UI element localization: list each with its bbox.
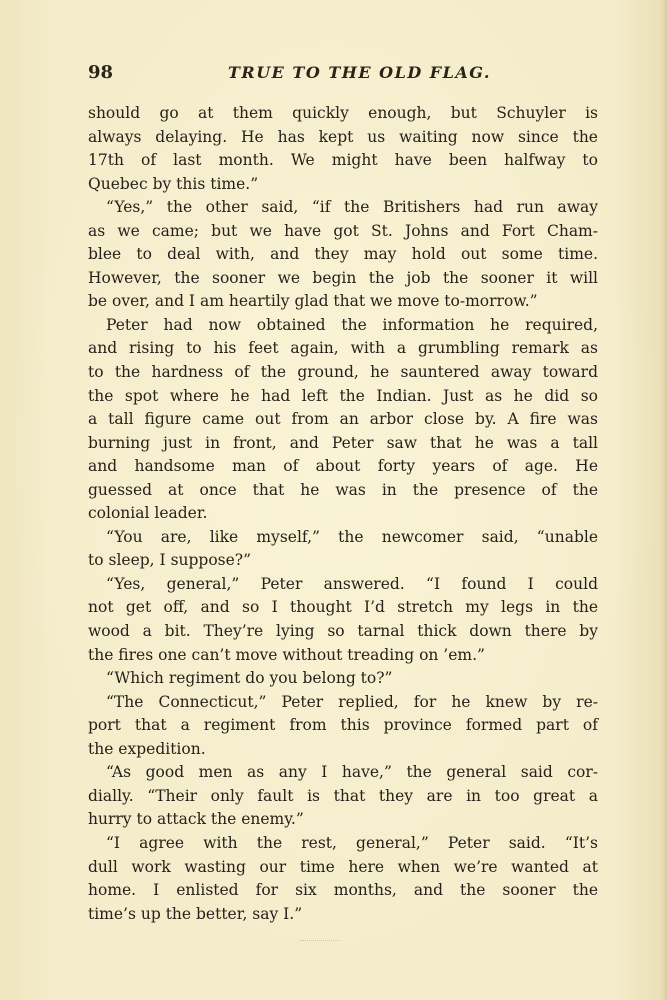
text-line: to sleep, I suppose?”	[88, 551, 252, 570]
text-line: “Yes,” the other said, “if the Britishers had run away	[106, 198, 598, 217]
page-ornament	[300, 940, 340, 951]
text-line: guessed at once that he was in the presence of the	[88, 480, 598, 499]
text-line: not get off, and so I thought I’d stretch my legs in the	[88, 598, 598, 617]
text-line: burning just in front, and Peter saw that he was a tall	[88, 433, 598, 452]
text-line: should go at them quickly enough, but Schuyler is	[88, 104, 598, 122]
text-line: dull work wasting our time here when we’re wanted at	[88, 857, 598, 876]
text-line: “Which regiment do you belong to?”	[106, 669, 393, 688]
text-line: be over, and I am heartily glad that we move to-morrow.”	[88, 292, 538, 311]
running-title: TRUE TO THE OLD FLAG.	[228, 63, 491, 82]
text-line: 17th of last month. We might have been halfway to	[88, 151, 598, 170]
page-edge-shadow	[661, 0, 667, 1000]
text-line: time’s up the better, say I.”	[88, 904, 303, 923]
text-line: port that a regiment from this province formed part of	[88, 716, 598, 735]
running-head	[88, 62, 600, 88]
text-line: Quebec by this time.”	[88, 174, 259, 193]
text-line: always delaying. He has kept us waiting now since the	[88, 127, 598, 146]
text-line: dially. “Their only fault is that they are in too great a	[88, 786, 598, 805]
text-line: blee to deal with, and they may hold out some time.	[88, 245, 598, 264]
text-line: colonial leader.	[88, 504, 208, 523]
text-line: as we came; but we have got St. Johns and Fort Cham-	[88, 221, 598, 240]
body-text	[88, 102, 598, 926]
text-line: the expedition.	[88, 739, 206, 758]
text-line: home. I enlisted for six months, and the sooner the	[88, 881, 598, 900]
text-line: However, the sooner we begin the job the sooner it will	[88, 268, 598, 287]
text-line: “As good men as any I have,” the general said cor-	[106, 763, 598, 782]
text-line: “The Connecticut,” Peter replied, for he knew by re-	[106, 692, 598, 711]
page-number: 98	[88, 62, 114, 83]
text-line: and rising to his feet again, with a grumbling remark as	[88, 339, 598, 358]
text-line: to the hardness of the ground, he sauntered away toward	[88, 363, 598, 382]
text-line: Peter had now obtained the information he required,	[106, 315, 598, 334]
text-line: “Yes, general,” Peter answered. “I found I could	[106, 574, 598, 593]
text-line: the spot where he had left the Indian. Just as he did so	[88, 386, 598, 405]
text-line: “I agree with the rest, general,” Peter said. “It’s	[106, 833, 598, 852]
text-line: a tall figure came out from an arbor close by. A fire was	[88, 410, 598, 429]
text-line: “You are, like myself,” the newcomer said, “unable	[106, 527, 598, 546]
text-line: hurry to attack the enemy.”	[88, 810, 304, 829]
text-line: wood a bit. They’re lying so tarnal thick down there by	[88, 622, 598, 641]
text-line: the fires one can’t move without treading on ’em.”	[88, 645, 485, 664]
text-line: and handsome man of about forty years of age. He	[88, 457, 598, 476]
